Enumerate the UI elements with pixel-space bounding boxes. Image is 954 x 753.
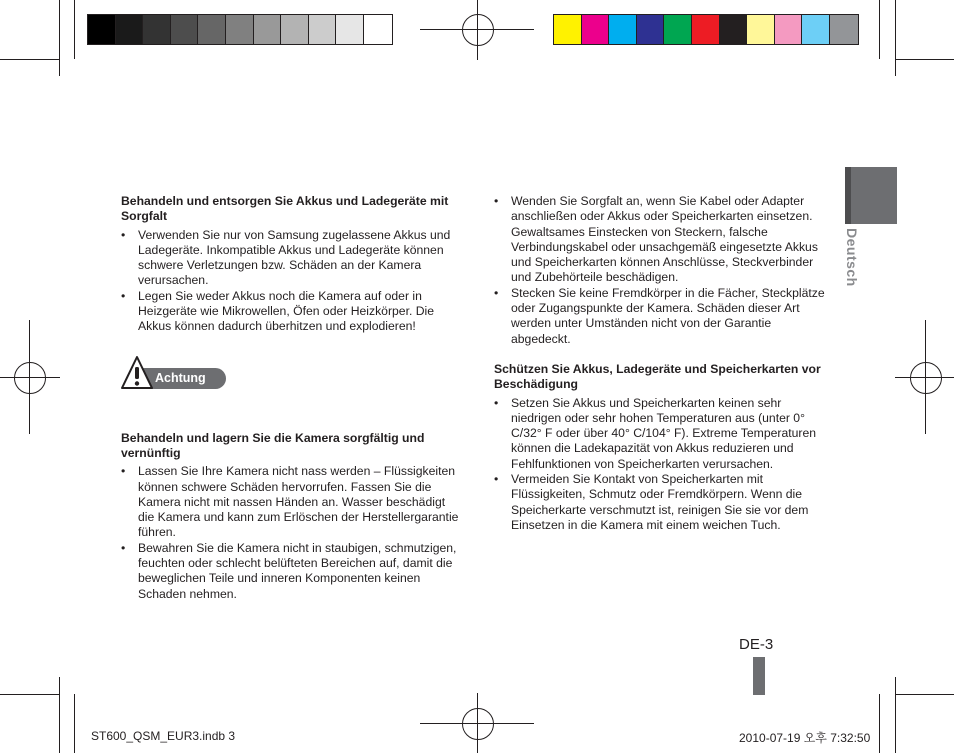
crop-mark [879, 0, 880, 59]
page-number: DE-3 [739, 636, 774, 653]
color-swatch [637, 15, 665, 44]
color-swatch [720, 15, 748, 44]
color-swatch [336, 15, 364, 44]
color-swatch [775, 15, 803, 44]
crop-mark [74, 0, 75, 59]
accessory-protection-list [494, 396, 829, 534]
right-column [494, 194, 829, 533]
crop-mark [895, 59, 954, 60]
color-swatch [364, 15, 392, 44]
caution-text: Achtung [134, 368, 226, 389]
footer-file-name: ST600_QSM_EUR3.indb 3 [91, 729, 236, 743]
crop-mark [0, 59, 59, 60]
color-swatch [830, 15, 858, 44]
crop-mark [59, 0, 60, 76]
list-item: • Lassen Sie Ihre Kamera nicht nass werden – Flüssigkeiten können schwere Schäden hervorrufen. Fassen Sie die Kamera nicht mit nassen Händen an. Wasser beschädigt die Kamera und kann zum Erlöschen der Herstellergarantie führen. [121, 464, 461, 540]
grayscale-color-bar [87, 14, 393, 45]
footer-timestamp: 2010-07-19 오후 7:32:50 [739, 731, 871, 745]
crop-mark [0, 694, 59, 695]
color-swatch [254, 15, 282, 44]
color-swatch [692, 15, 720, 44]
section-heading-camera-care: Behandeln und lagern Sie die Kamera sorgfältig und vernünftig [121, 430, 425, 460]
color-swatch [226, 15, 254, 44]
list-item: • Bewahren Sie die Kamera nicht in staubigen, schmutzigen, feuchten oder schlecht belüfteten Bereichen auf, damit die beweglichen Teile und inneren Komponenten keinen Schaden nehmen. [121, 541, 461, 602]
crop-mark [74, 694, 75, 753]
crop-mark [59, 677, 60, 753]
section-heading-battery-care: Behandeln und entsorgen Sie Akkus und Ladegeräte mit Sorgfalt [121, 194, 449, 224]
connection-care-list [494, 194, 829, 347]
camera-care-list [121, 464, 461, 602]
list-item: • Legen Sie weder Akkus noch die Kamera auf oder in Heizgeräte wie Mikrowellen, Öfen oder Heizkörper. Die Akkus können dadurch überhitzen und explodieren! [121, 289, 461, 335]
color-swatch [309, 15, 337, 44]
color-swatch [116, 15, 144, 44]
list-item: • Setzen Sie Akkus und Speicherkarten keinen sehr niedrigen oder sehr hohen Temperaturen aus (unter 0° C/32° F oder über 40° C/104° F). Extreme Temperaturen können die Ladekapazität von Akkus reduzieren und Fehlfunktionen von Speicherkarten verursachen. [494, 396, 829, 472]
page-number-bar [753, 657, 765, 695]
color-swatch [747, 15, 775, 44]
color-swatch [198, 15, 226, 44]
warning-icon [120, 355, 154, 391]
section-heading-accessory-protection: Schützen Sie Akkus, Ladegeräte und Speicherkarten vor Beschädigung [494, 361, 821, 392]
language-tab-edge [845, 167, 851, 224]
color-swatch [88, 15, 116, 44]
color-swatch [609, 15, 637, 44]
color-swatch [171, 15, 199, 44]
battery-care-list [121, 228, 461, 335]
crop-mark [895, 677, 896, 753]
left-column [121, 194, 461, 602]
list-item: • Verwenden Sie nur von Samsung zugelassene Akkus und Ladegeräte. Inkompatible Akkus und Ladegeräte können schwere Verletzungen bzw. Schäden an der Kamera verursachen. [121, 228, 461, 289]
color-swatch [802, 15, 830, 44]
color-swatch [664, 15, 692, 44]
color-swatch [582, 15, 610, 44]
language-tab [845, 167, 897, 224]
list-item: • Vermeiden Sie Kontakt von Speicherkarten mit Flüssigkeiten, Schmutz oder Fremdkörpern. Wenn die Speicherkarte verschmutzt ist, reinigen Sie sie vor dem Einsetzen in die Kamera mit einem weichen Tuch. [494, 472, 829, 533]
language-tab-label: Deutsch [844, 228, 860, 287]
crop-mark [879, 694, 880, 753]
crop-mark [895, 694, 954, 695]
list-item: • Stecken Sie keine Fremdkörper in die Fächer, Steckplätze oder Zugangspunkte der Kamera. Schäden dieser Art werden unter Umständen nicht von der Garantie abgedeckt. [494, 286, 829, 347]
color-swatch [554, 15, 582, 44]
process-color-bar [553, 14, 859, 45]
list-item: • Wenden Sie Sorgfalt an, wenn Sie Kabel oder Adapter anschließen oder Akkus oder Speicherkarten einsetzen. Gewaltsames Einstecken von Steckern, falsche Verbindungskabel oder unsachgemäß eingesetzte Akkus und Speicherkarten können Anschlüsse, Steckverbinder und Zubehörteile beschädigen. [494, 194, 829, 286]
color-swatch [281, 15, 309, 44]
color-swatch [143, 15, 171, 44]
crop-mark [895, 0, 896, 76]
